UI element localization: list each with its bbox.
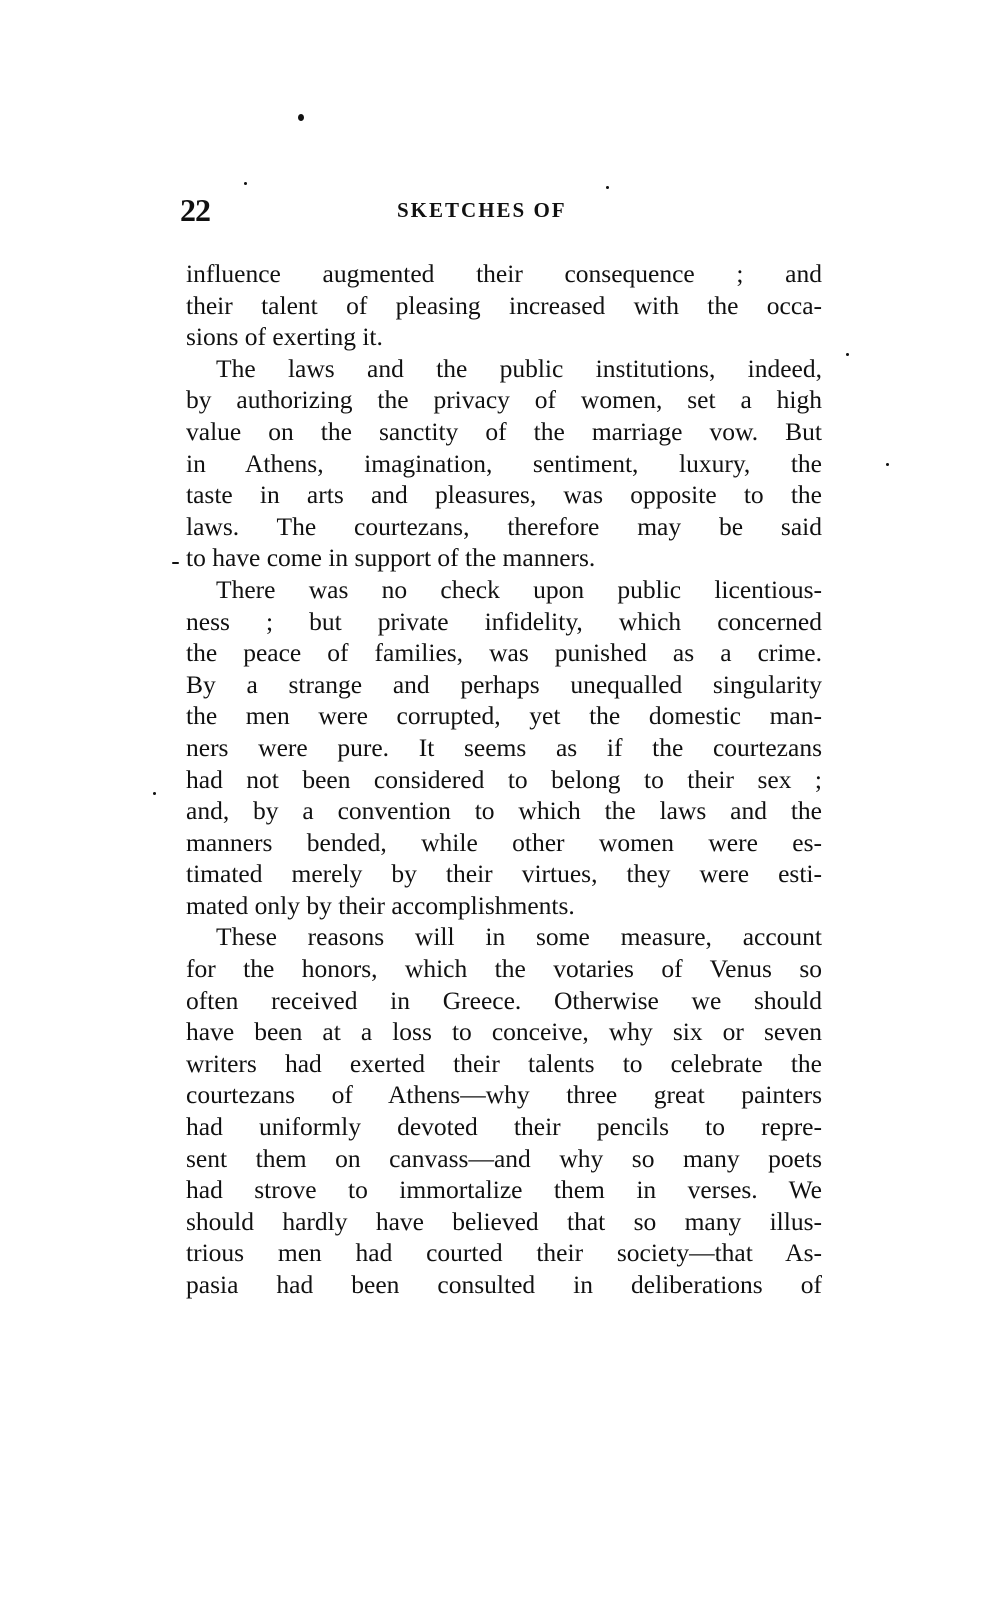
text-line: had strove to immortalize them in verses. We xyxy=(186,1175,822,1205)
text-line: trious men had courted their society—that As- xyxy=(186,1238,822,1268)
ink-speck xyxy=(886,463,889,466)
text-line: ners were pure. It seems as if the courtezans xyxy=(186,732,822,762)
text-line: the men were corrupted, yet the domestic man- xyxy=(186,701,822,731)
page-number: 22 xyxy=(180,192,210,228)
text-line: taste in arts and pleasures, was opposite to the xyxy=(186,480,822,510)
ink-speck xyxy=(298,114,304,121)
text-line: By a strange and perhaps unequalled singularity xyxy=(186,669,822,699)
running-head: SKETCHES OF xyxy=(397,198,567,222)
ink-speck xyxy=(172,562,179,564)
text-line: by authorizing the privacy of women, set a high xyxy=(186,385,822,415)
ink-speck xyxy=(606,186,609,189)
text-line: their talent of pleasing increased with the occa- xyxy=(186,290,822,320)
ink-speck xyxy=(846,353,849,356)
text-line: sions of exerting it. xyxy=(186,322,383,352)
text-line: had not been considered to belong to their sex ; xyxy=(186,764,822,794)
text-line: ness ; but private infidelity, which concerned xyxy=(186,606,822,636)
text-line: manners bended, while other women were es- xyxy=(186,827,822,857)
text-line: laws. The courtezans, therefore may be said xyxy=(186,511,822,541)
page-header xyxy=(180,190,822,230)
text-line: courtezans of Athens—why three great painters xyxy=(186,1080,822,1110)
ink-speck xyxy=(244,182,247,185)
text-line: and, by a convention to which the laws and the xyxy=(186,796,822,826)
text-line: influence augmented their consequence ; and xyxy=(186,259,822,288)
text-line: These reasons will in some measure, account xyxy=(216,922,822,952)
body-text xyxy=(186,258,822,1301)
text-line: timated merely by their virtues, they were esti- xyxy=(186,859,822,889)
ink-speck xyxy=(153,792,156,795)
text-line: for the honors, which the votaries of Venus so xyxy=(186,954,822,984)
text-line: sent them on canvass—and why so many poets xyxy=(186,1143,822,1173)
text-line: have been at a loss to conceive, why six or seven xyxy=(186,1017,822,1047)
text-line: pasia had been consulted in deliberations of xyxy=(186,1270,822,1299)
text-line: had uniformly devoted their pencils to repre- xyxy=(186,1112,822,1142)
text-line: writers had exerted their talents to celebrate the xyxy=(186,1048,822,1078)
text-line: in Athens, imagination, sentiment, luxury, the xyxy=(186,448,822,478)
text-line: value on the sanctity of the marriage vow. But xyxy=(186,416,822,446)
text-line: to have come in support of the manners. xyxy=(186,543,596,573)
text-line: There was no check upon public licentious- xyxy=(216,574,822,604)
text-line: The laws and the public institutions, indeed, xyxy=(216,353,822,383)
text-line: should hardly have believed that so many illus- xyxy=(186,1206,822,1236)
text-line: mated only by their accomplishments. xyxy=(186,890,575,920)
text-line: often received in Greece. Otherwise we should xyxy=(186,985,822,1015)
text-line: the peace of families, was punished as a crime. xyxy=(186,638,822,668)
